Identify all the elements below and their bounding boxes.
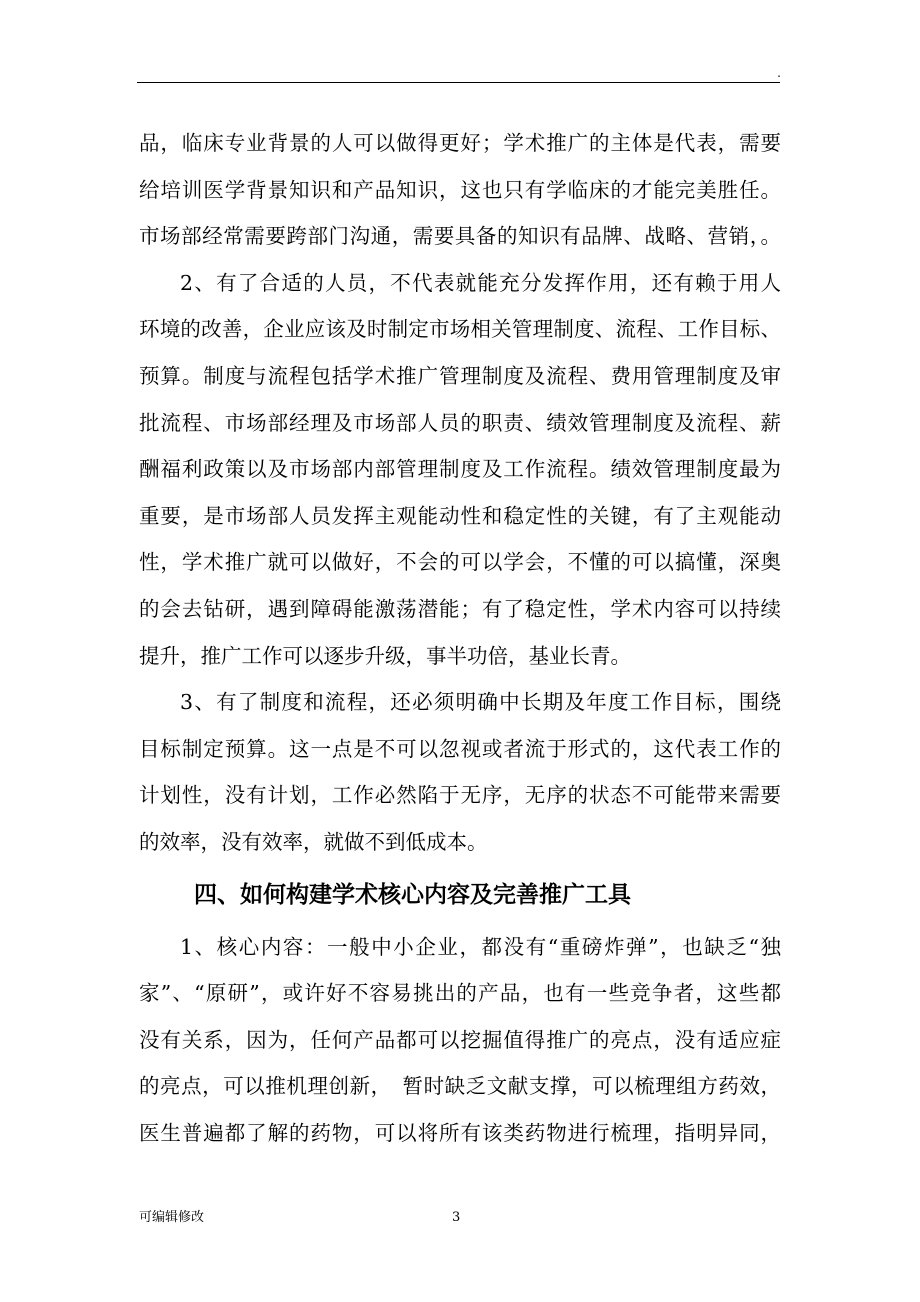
body-line: 重要，是市场部人员发挥主观能动性和稳定性的关键，有了主观能动 — [139, 503, 781, 528]
header-rule — [137, 82, 780, 83]
body-line: 没有关系，因为，任何产品都可以挖掘值得推广的亮点，没有适应症 — [139, 1027, 781, 1052]
body-line: 市场部经常需要跨部门沟通，需要具备的知识有品牌、战略、营销，。 — [139, 224, 781, 249]
body-line: 批流程、市场部经理及市场部人员的职责、绩效管理制度及流程、薪 — [139, 410, 781, 435]
body-line: 品，临床专业背景的人可以做得更好；学术推广的主体是代表，需要 — [139, 131, 781, 155]
body-line: 酬福利政策以及市场部内部管理制度及工作流程。绩效管理制度最为 — [139, 457, 781, 482]
body-line: 提升，推广工作可以逐步升级，事半功倍，基业长青。 — [139, 643, 631, 668]
body-line: 3、有了制度和流程，还必须明确中长期及年度工作目标，围绕 — [180, 690, 781, 715]
body-line: 目标制定预算。这一点是不可以忽视或者流于形式的，这代表工作的 — [139, 736, 781, 761]
body-line: 2、有了合适的人员，不代表就能充分发挥作用，还有赖于用人 — [180, 270, 781, 295]
body-line: 计划性，没有计划，工作必然陷于无序，无序的状态不可能带来需要 — [139, 783, 781, 808]
body-line: 1、核心内容：一般中小企业，都没有“重磅炸弹”，也缺乏“独 — [180, 934, 781, 959]
body-line: 医生普遍都了解的药物，可以将所有该类药物进行梳理，指明异同， — [139, 1120, 781, 1145]
footer-editable-note: 可编辑修改 — [139, 1210, 205, 1225]
page-number: 3 — [452, 1210, 461, 1225]
body-line: 家”、“原研”，或许好不容易挑出的产品，也有一些竞争者，这些都 — [139, 981, 781, 1006]
body-line: 的效率，没有效率，就做不到低成本。 — [139, 829, 488, 854]
body-line: 预算。制度与流程包括学术推广管理制度及流程、费用管理制度及审 — [139, 363, 781, 388]
body-line: 的会去钻研，遇到障碍能激荡潜能；有了稳定性，学术内容可以持续 — [139, 596, 781, 621]
body-line: 的亮点，可以推机理创新， 暂时缺乏文献支撑，可以梳理组方药效， — [139, 1074, 781, 1099]
body-line: 给培训医学背景知识和产品知识，这也只有学临床的才能完美胜任。 — [139, 177, 781, 202]
body-line: 性，学术推广就可以做好，不会的可以学会，不懂的可以搞懂，深奥 — [139, 550, 781, 575]
body-line: 环境的改善，企业应该及时制定市场相关管理制度、流程、工作目标、 — [139, 317, 781, 342]
section-heading: 四、如何构建学术核心内容及完善推广工具 — [194, 881, 631, 908]
document-body — [139, 120, 781, 1156]
header-mark: . — [777, 66, 781, 80]
